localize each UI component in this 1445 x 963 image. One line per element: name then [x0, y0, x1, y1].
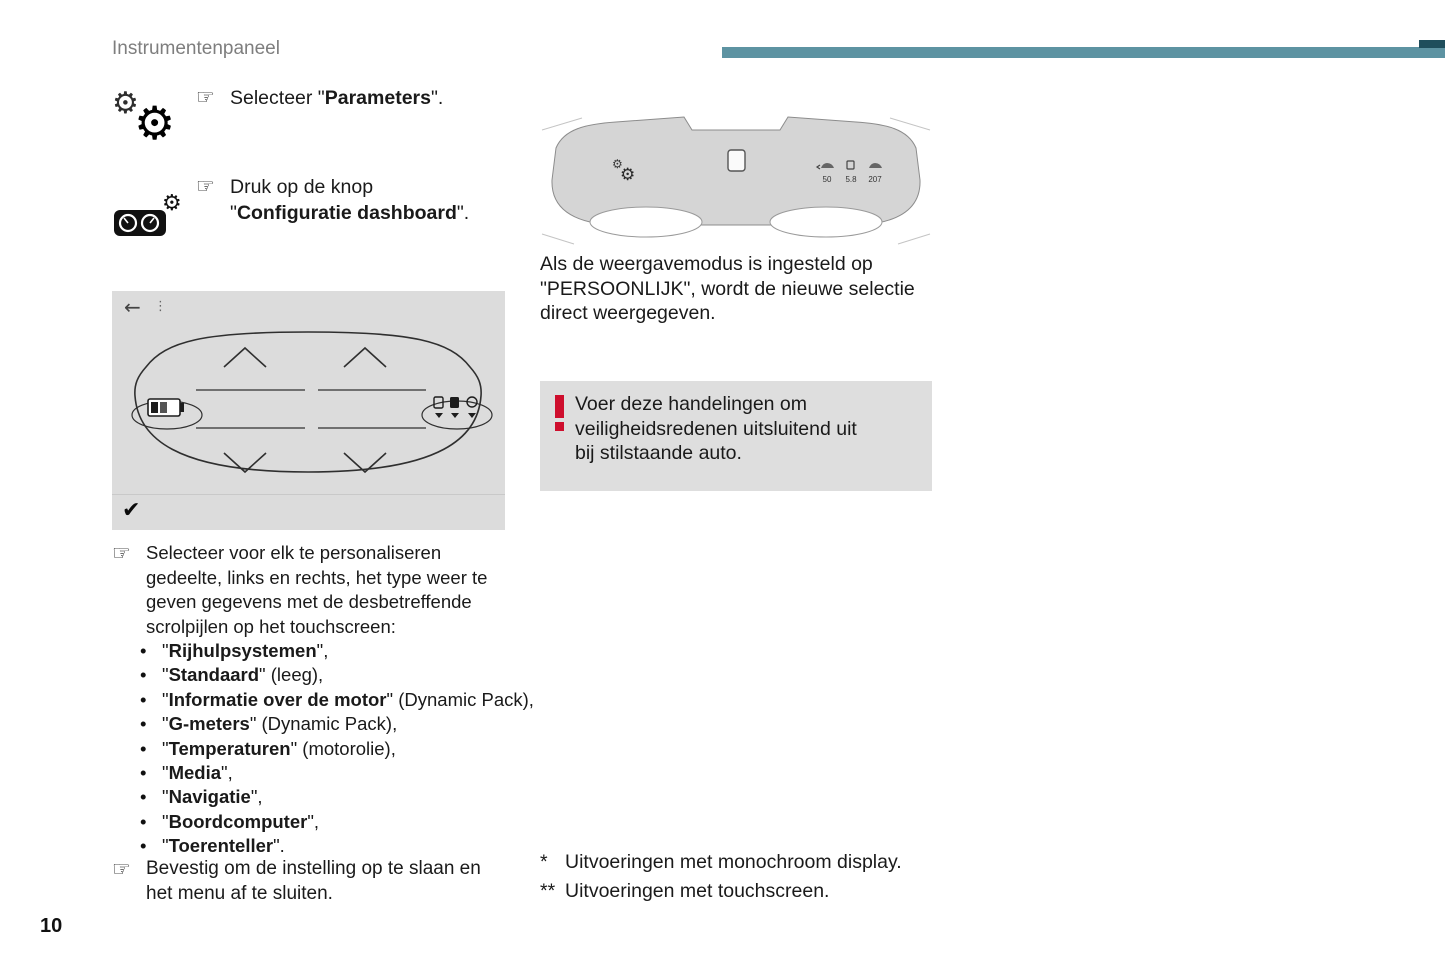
settings-gears-icon — [110, 88, 190, 154]
pointer-hand-icon: ☞ — [196, 174, 215, 198]
bullet: • — [140, 810, 147, 832]
list-item — [140, 761, 534, 785]
trip-value: 207 — [868, 175, 882, 184]
menu-dots-icon: ⋮ — [154, 299, 167, 314]
gear-icon: ⚙ — [620, 165, 636, 185]
bullet: • — [140, 664, 147, 686]
gear-icon: ⚙ — [162, 191, 182, 216]
footnotes — [540, 851, 940, 909]
option-text: "Toerenteller". — [162, 835, 285, 857]
instruction-step-3 — [112, 541, 516, 639]
option-text: "Informatie over de motor" (Dynamic Pack), — [162, 688, 534, 710]
back-arrow-icon: ← — [124, 295, 141, 319]
footnote-text: Uitvoeringen met monochroom display. — [565, 851, 902, 873]
scroll-up-right-icon — [344, 348, 386, 367]
warning-text: Voer deze handelingen om veiligheidsredenen uitsluitend uit bij stilstaande auto. — [575, 393, 857, 464]
trip-value: 50 — [822, 175, 832, 184]
pointer-hand-icon: ☞ — [112, 541, 131, 565]
warning-box — [540, 381, 932, 491]
footnote-marker: ** — [540, 880, 556, 902]
bullet: • — [140, 737, 147, 759]
bullet: • — [140, 835, 147, 857]
header-accent-tab — [1419, 40, 1445, 48]
option-text: "Media", — [162, 762, 233, 784]
instruction-step-4 — [112, 857, 512, 906]
bullet: • — [140, 713, 147, 735]
instruction-step-1 — [196, 85, 496, 111]
text-pre: Druk op de knop " — [230, 176, 374, 224]
option-text: "Navigatie", — [162, 786, 263, 808]
battery-icon — [148, 399, 184, 416]
text-post: ". — [430, 87, 444, 109]
page-number: 10 — [40, 915, 63, 937]
bullet: • — [140, 762, 147, 784]
mini-widget-icons — [434, 397, 477, 418]
list-item — [140, 688, 534, 712]
header-accent-bar — [722, 47, 1445, 58]
page-title: Instrumentenpaneel — [112, 38, 280, 59]
option-text: "Rijhulpsystemen", — [162, 640, 329, 661]
gear-icon: ⚙ — [612, 157, 623, 171]
instruction-text — [230, 85, 443, 111]
list-item — [140, 785, 534, 809]
text-bold: Parameters — [324, 87, 431, 109]
instruction-text — [230, 174, 492, 226]
bullet: • — [140, 688, 147, 710]
warning-exclamation-icon — [555, 395, 564, 431]
footnote-text: Uitvoeringen met touchscreen. — [565, 880, 830, 902]
panel-bottom-bar — [112, 494, 505, 530]
instruction-text: Selecteer voor elk te personaliseren gedeelte, links en rechts, het type weer te geven gegevens met de desbetreffende scrolpijlen op het touchscreen: — [146, 542, 488, 637]
personal-mode-paragraph: Als de weergavemodus is ingesteld op "PERSOONLIJK", wordt de nieuwe selectie direct weergegeven. — [540, 253, 915, 324]
option-text: "Standaard" (leeg), — [162, 664, 324, 686]
list-item — [140, 712, 534, 736]
gear-icon: ⚙ — [112, 86, 139, 121]
center-display — [728, 150, 745, 171]
cluster-line-drawing — [112, 319, 505, 495]
list-item — [140, 810, 534, 834]
touchscreen-panel-illustration — [112, 291, 505, 530]
list-item — [140, 737, 534, 761]
text-bold: Configuratie dashboard — [236, 202, 457, 224]
bullet: • — [140, 786, 147, 808]
dashboard-config-icon — [112, 190, 192, 238]
list-item — [140, 663, 534, 687]
footnote — [540, 880, 940, 903]
list-item — [140, 639, 534, 663]
trip-value: 5.8 — [845, 175, 857, 184]
text-pre: Selecteer " — [230, 87, 325, 109]
gear-icon: ⚙ — [134, 96, 176, 150]
footnote-marker: * — [540, 851, 548, 873]
confirm-check-icon: ✔ — [122, 498, 141, 523]
list-item — [140, 834, 534, 858]
option-text: "Temperaturen" (motorolie), — [162, 737, 396, 759]
text-post: ". — [456, 202, 470, 224]
scroll-up-left-icon — [224, 348, 266, 367]
option-text: "Boordcomputer", — [162, 810, 320, 832]
display-options-list — [140, 639, 534, 859]
pointer-hand-icon: ☞ — [196, 85, 215, 109]
pointer-hand-icon: ☞ — [112, 857, 131, 881]
instrument-cluster-illustration — [540, 110, 932, 252]
footnote — [540, 851, 940, 874]
cluster-right-cutout — [770, 207, 882, 237]
bullet: • — [140, 640, 147, 661]
instruction-step-2 — [196, 174, 496, 226]
instruction-text: Bevestig om de instelling op te slaan en het menu af te sluiten. — [146, 858, 481, 904]
cluster-left-cutout — [590, 207, 702, 237]
option-text: "G-meters" (Dynamic Pack), — [162, 713, 398, 735]
